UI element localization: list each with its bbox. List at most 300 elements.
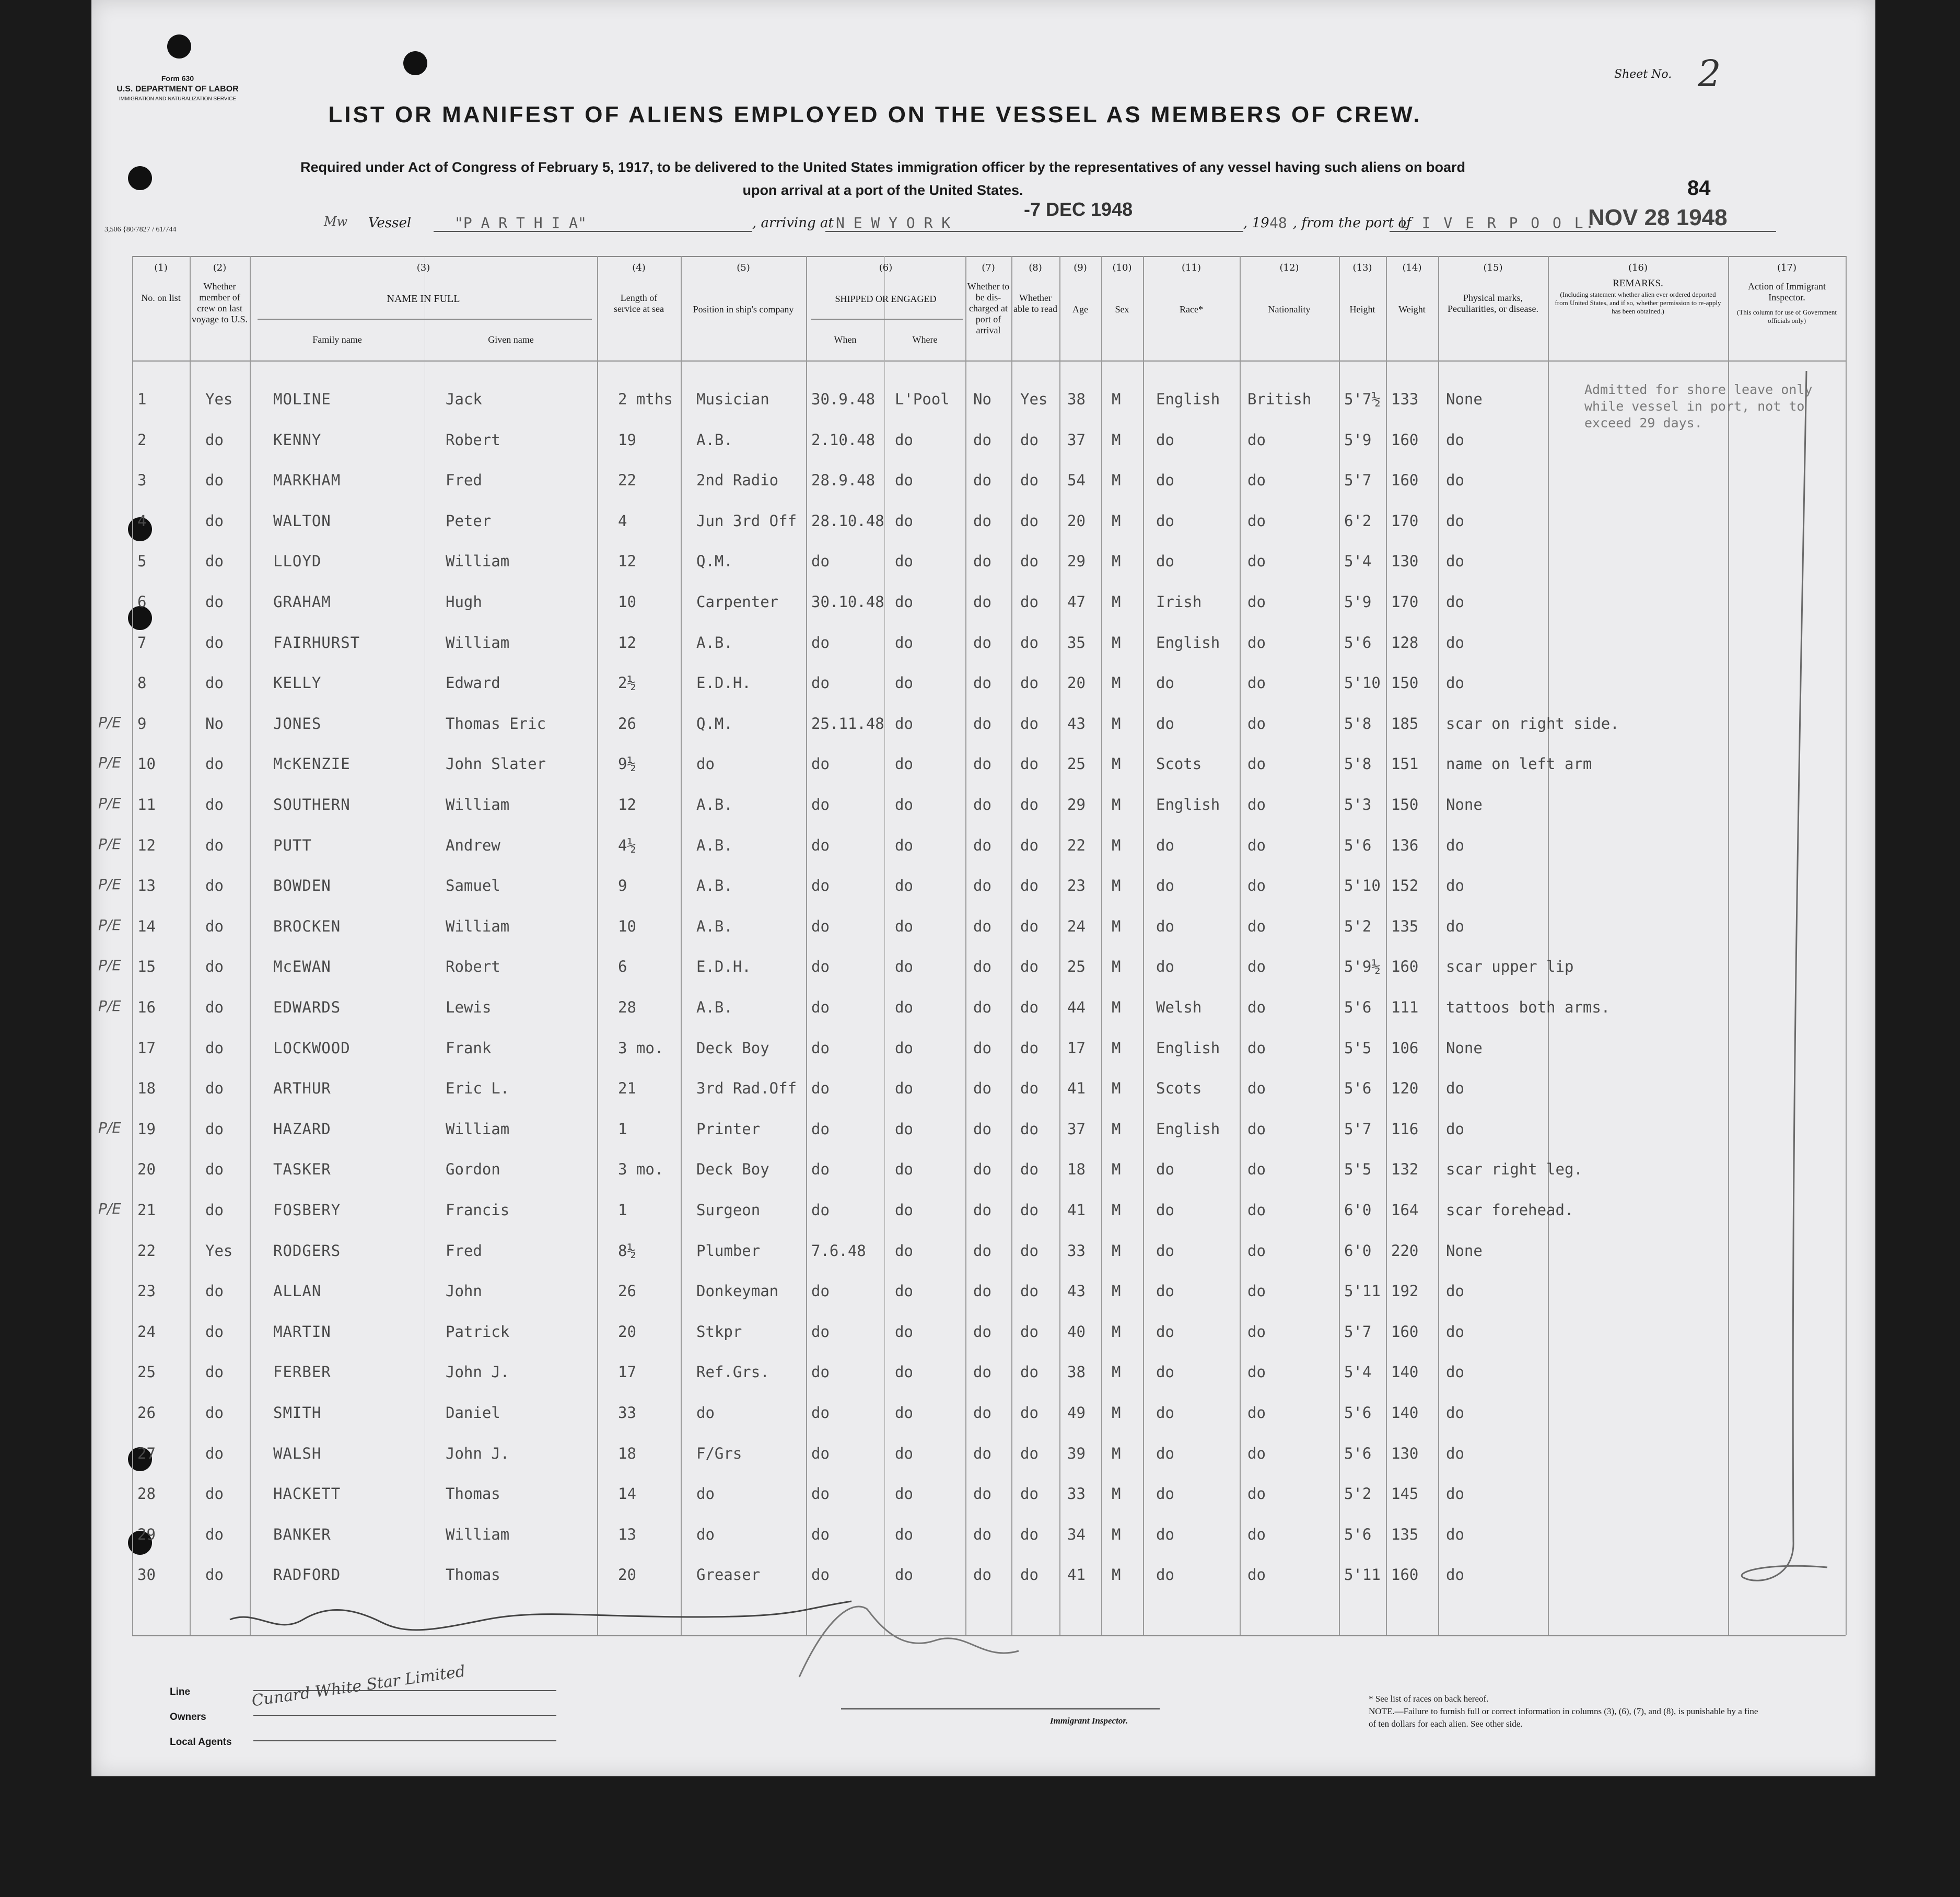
row-physical-marks: scar right leg.: [1446, 1160, 1583, 1179]
row-nationality: do: [1247, 1120, 1266, 1138]
row-physical-marks: scar on right side.: [1446, 714, 1619, 732]
row-discharged: do: [973, 633, 991, 651]
row-age: 29: [1067, 796, 1086, 813]
row-nationality: do: [1247, 552, 1266, 571]
service-name: IMMIGRATION AND NATURALIZATION SERVICE: [119, 96, 237, 102]
row-shipped-where: do: [895, 511, 913, 530]
vessel-name: "P A R T H I A": [454, 214, 587, 231]
row-discharged: do: [973, 1485, 991, 1503]
row-family-name: WALTON: [273, 511, 331, 530]
row-able-to-read: do: [1020, 998, 1039, 1016]
row-physical-marks: do: [1446, 1404, 1464, 1422]
row-height: 6'2: [1344, 511, 1372, 530]
row-given-name: Thomas Eric: [446, 714, 546, 732]
row-race: do: [1156, 1404, 1174, 1422]
remarks-note-line: Admitted for shore leave only: [1584, 382, 1813, 397]
row-race: do: [1156, 1444, 1174, 1462]
row-family-name: BANKER: [273, 1525, 331, 1543]
col-14-number: (14): [1402, 262, 1422, 273]
row-height: 6'0: [1344, 1201, 1372, 1219]
row-shipped-where: do: [895, 430, 913, 449]
row-given-name: William: [446, 917, 510, 935]
row-nationality: do: [1247, 511, 1266, 530]
row-position: do: [696, 1525, 715, 1543]
row-sex: M: [1112, 877, 1121, 895]
row-discharged: do: [973, 1322, 991, 1341]
row-height: 5'6: [1344, 998, 1372, 1016]
row-able-to-read: do: [1020, 1241, 1039, 1260]
row-discharged: do: [973, 1525, 991, 1543]
row-service-length: 1: [618, 1201, 627, 1219]
row-nationality: do: [1247, 674, 1266, 692]
row-given-name: Robert: [446, 958, 500, 976]
departure-date-stamp: NOV 28 1948: [1588, 205, 1728, 230]
row-able-to-read: do: [1020, 471, 1039, 490]
row-shipped-where: do: [895, 755, 913, 773]
row-family-name: FAIRHURST: [273, 633, 360, 651]
row-row-number: 9: [137, 714, 147, 732]
row-position: Printer: [696, 1120, 761, 1138]
arrival-date-stamp: -7 DEC 1948: [1024, 199, 1133, 220]
col-5-number: (5): [737, 262, 750, 273]
row-position: A.B.: [696, 633, 733, 651]
col-4-number: (4): [632, 262, 646, 273]
row-shipped-when: do: [811, 1079, 830, 1098]
row-last-voyage: do: [205, 1282, 224, 1300]
row-position: Stkpr: [696, 1322, 742, 1341]
row-service-length: 22: [618, 471, 636, 490]
row-margin-mark: P/E: [98, 795, 122, 812]
row-shipped-when: 7.6.48: [811, 1241, 866, 1260]
row-sex: M: [1112, 998, 1121, 1016]
row-discharged: do: [973, 1241, 991, 1260]
row-last-voyage: do: [205, 836, 224, 854]
row-weight: 106: [1391, 1039, 1419, 1057]
row-height: 5'9: [1344, 593, 1372, 611]
row-height: 5'7: [1344, 1120, 1372, 1138]
vessel-prefix: Mw: [324, 214, 348, 229]
row-weight: 151: [1391, 755, 1419, 773]
col-8-number: (8): [1029, 262, 1042, 273]
row-last-voyage: do: [205, 511, 224, 530]
row-height: 5'10: [1344, 877, 1381, 895]
row-age: 29: [1067, 552, 1086, 571]
row-physical-marks: do: [1446, 1120, 1464, 1138]
row-nationality: do: [1247, 593, 1266, 611]
row-race: do: [1156, 714, 1174, 732]
row-last-voyage: do: [205, 1404, 224, 1422]
row-last-voyage: do: [205, 1160, 224, 1179]
row-weight: 220: [1391, 1241, 1419, 1260]
row-last-voyage: Yes: [205, 390, 233, 408]
row-race: Welsh: [1156, 998, 1202, 1016]
row-discharged: do: [973, 471, 991, 490]
row-last-voyage: do: [205, 1079, 224, 1098]
row-weight: 116: [1391, 1120, 1419, 1138]
row-able-to-read: do: [1020, 511, 1039, 530]
col-1-number: (1): [154, 262, 168, 273]
row-age: 25: [1067, 958, 1086, 976]
col-3-label: NAME IN FULL: [387, 293, 460, 305]
row-given-name: Eric L.: [446, 1079, 510, 1098]
row-row-number: 14: [137, 917, 156, 935]
row-shipped-when: do: [811, 917, 830, 935]
row-race: English: [1156, 1039, 1220, 1057]
row-position: Plumber: [696, 1241, 761, 1260]
arriving-port: N E W Y O R K: [836, 214, 951, 231]
row-height: 5'2: [1344, 1485, 1372, 1503]
row-weight: 128: [1391, 633, 1419, 651]
row-sex: M: [1112, 471, 1121, 490]
row-sex: M: [1112, 917, 1121, 935]
row-given-name: Lewis: [446, 998, 492, 1016]
row-given-name: Jack: [446, 390, 482, 408]
row-shipped-when: do: [811, 998, 830, 1016]
row-discharged: do: [973, 674, 991, 692]
row-family-name: JONES: [273, 714, 322, 732]
row-age: 35: [1067, 633, 1086, 651]
row-age: 37: [1067, 1120, 1086, 1138]
row-position: A.B.: [696, 877, 733, 895]
row-able-to-read: do: [1020, 1282, 1039, 1300]
row-sex: M: [1112, 1404, 1121, 1422]
row-age: 23: [1067, 877, 1086, 895]
row-last-voyage: do: [205, 1525, 224, 1543]
row-shipped-where: do: [895, 1039, 913, 1057]
row-shipped-where: do: [895, 796, 913, 813]
line-label: Line: [170, 1686, 191, 1697]
row-last-voyage: do: [205, 998, 224, 1016]
row-given-name: Thomas: [446, 1566, 500, 1584]
row-row-number: 4: [137, 511, 147, 530]
col-15-number: (15): [1483, 262, 1503, 273]
punch-hole: [167, 34, 191, 59]
row-sex: M: [1112, 552, 1121, 571]
row-shipped-when: do: [811, 1525, 830, 1543]
row-given-name: John: [446, 1282, 482, 1300]
row-height: 5'9: [1344, 430, 1372, 449]
row-age: 40: [1067, 1322, 1086, 1341]
row-nationality: do: [1247, 1485, 1266, 1503]
row-weight: 133: [1391, 390, 1419, 408]
row-given-name: Francis: [446, 1201, 510, 1219]
row-row-number: 3: [137, 471, 147, 490]
col-6-number: (6): [879, 262, 893, 273]
row-position: Carpenter: [696, 593, 779, 611]
row-nationality: do: [1247, 714, 1266, 732]
row-weight: 132: [1391, 1160, 1419, 1179]
row-position: E.D.H.: [696, 958, 751, 976]
margin-code: 3,506 {80/7827 / 61/744: [104, 226, 177, 234]
row-given-name: Andrew: [446, 836, 500, 854]
row-weight: 160: [1391, 471, 1419, 490]
row-nationality: do: [1247, 1404, 1266, 1422]
row-age: 17: [1067, 1039, 1086, 1057]
row-physical-marks: None: [1446, 1039, 1483, 1057]
row-service-length: 12: [618, 633, 636, 651]
row-margin-mark: P/E: [98, 713, 122, 731]
row-discharged: do: [973, 511, 991, 530]
row-family-name: MARTIN: [273, 1322, 331, 1341]
row-weight: 160: [1391, 430, 1419, 449]
row-height: 5'6: [1344, 633, 1372, 651]
col-2-label: Whether member of crew on last voyage to U.S.: [192, 281, 248, 324]
row-row-number: 2: [137, 430, 147, 449]
row-race: do: [1156, 552, 1174, 571]
row-family-name: GRAHAM: [273, 593, 331, 611]
row-weight: 160: [1391, 958, 1419, 976]
row-row-number: 30: [137, 1566, 156, 1584]
row-discharged: do: [973, 755, 991, 773]
col-4-label: Length of service at sea: [614, 293, 664, 314]
col-12-number: (12): [1279, 262, 1299, 273]
row-race: do: [1156, 430, 1174, 449]
row-height: 5'8: [1344, 755, 1372, 773]
row-nationality: do: [1247, 1525, 1266, 1543]
row-shipped-when: 30.10.48: [811, 593, 884, 611]
row-given-name: William: [446, 633, 510, 651]
row-age: 18: [1067, 1160, 1086, 1179]
row-shipped-when: do: [811, 958, 830, 976]
row-sex: M: [1112, 1039, 1121, 1057]
row-row-number: 25: [137, 1363, 156, 1381]
row-service-length: 2 mths: [618, 390, 673, 408]
row-position: do: [696, 1404, 715, 1422]
row-last-voyage: do: [205, 1201, 224, 1219]
where-header: Where: [912, 334, 938, 345]
row-position: F/Grs: [696, 1444, 742, 1462]
row-race: do: [1156, 511, 1174, 530]
row-position: Q.M.: [696, 552, 733, 571]
row-race: do: [1156, 836, 1174, 854]
row-weight: 145: [1391, 1485, 1419, 1503]
row-position: A.B.: [696, 836, 733, 854]
row-physical-marks: do: [1446, 633, 1464, 651]
row-race: Irish: [1156, 593, 1202, 611]
row-service-length: 18: [618, 1444, 636, 1462]
row-age: 25: [1067, 755, 1086, 773]
col-7-label: Whether to be dis-charged at port of arrival: [967, 281, 1010, 335]
row-family-name: RODGERS: [273, 1241, 341, 1260]
row-position: A.B.: [696, 796, 733, 813]
row-age: 41: [1067, 1201, 1086, 1219]
row-family-name: SOUTHERN: [273, 796, 351, 813]
col-10-number: (10): [1112, 262, 1132, 273]
row-discharged: do: [973, 1079, 991, 1098]
row-physical-marks: do: [1446, 1525, 1464, 1543]
row-given-name: Edward: [446, 674, 500, 692]
row-shipped-where: do: [895, 593, 913, 611]
row-able-to-read: do: [1020, 552, 1039, 571]
row-row-number: 17: [137, 1039, 156, 1057]
row-given-name: Thomas: [446, 1485, 500, 1503]
row-age: 24: [1067, 917, 1086, 935]
row-shipped-where: do: [895, 998, 913, 1016]
row-last-voyage: do: [205, 917, 224, 935]
punch-hole: [128, 166, 152, 190]
row-age: 37: [1067, 430, 1086, 449]
row-weight: 160: [1391, 1566, 1419, 1584]
row-weight: 140: [1391, 1404, 1419, 1422]
local-agents-label: Local Agents: [170, 1737, 232, 1748]
row-weight: 130: [1391, 552, 1419, 571]
sheet-number-value: 2: [1698, 52, 1721, 95]
row-last-voyage: do: [205, 593, 224, 611]
row-last-voyage: do: [205, 633, 224, 651]
row-able-to-read: do: [1020, 593, 1039, 611]
row-height: 5'5: [1344, 1039, 1372, 1057]
row-row-number: 26: [137, 1404, 156, 1422]
row-family-name: MOLINE: [273, 390, 331, 408]
subtitle-line-1: Required under Act of Congress of February 5, 1917, to be delivered to the United States immigration officer by the representatives of any vessel having such aliens on board: [300, 159, 1466, 175]
row-race: do: [1156, 958, 1174, 976]
row-given-name: Patrick: [446, 1322, 510, 1341]
row-service-length: 21: [618, 1079, 636, 1098]
row-service-length: 20: [618, 1322, 636, 1341]
row-service-length: 28: [618, 998, 636, 1016]
row-age: 38: [1067, 390, 1086, 408]
row-margin-mark: P/E: [98, 916, 122, 934]
row-age: 43: [1067, 714, 1086, 732]
row-weight: 170: [1391, 593, 1419, 611]
row-physical-marks: do: [1446, 1363, 1464, 1381]
row-service-length: 3 mo.: [618, 1160, 664, 1179]
row-able-to-read: do: [1020, 1363, 1039, 1381]
row-shipped-when: do: [811, 1322, 830, 1341]
row-family-name: SMITH: [273, 1404, 322, 1422]
row-able-to-read: do: [1020, 755, 1039, 773]
row-service-length: 3 mo.: [618, 1039, 664, 1057]
row-sex: M: [1112, 755, 1121, 773]
row-row-number: 27: [137, 1444, 156, 1462]
row-shipped-when: do: [811, 1201, 830, 1219]
row-race: English: [1156, 633, 1220, 651]
row-position: do: [696, 1485, 715, 1503]
row-age: 44: [1067, 998, 1086, 1016]
row-discharged: do: [973, 1120, 991, 1138]
row-row-number: 5: [137, 552, 147, 571]
row-able-to-read: do: [1020, 430, 1039, 449]
row-race: do: [1156, 1201, 1174, 1219]
row-service-length: 10: [618, 593, 636, 611]
footer-note: [1369, 1693, 1766, 1730]
row-discharged: do: [973, 1282, 991, 1300]
row-margin-mark: P/E: [98, 957, 122, 974]
row-last-voyage: do: [205, 755, 224, 773]
row-shipped-when: 30.9.48: [811, 390, 876, 408]
races-note: * See list of races on back hereof.: [1369, 1694, 1489, 1704]
immigrant-inspector-label: Immigrant Inspector.: [1050, 1716, 1128, 1726]
row-nationality: do: [1247, 1201, 1266, 1219]
row-sex: M: [1112, 1485, 1121, 1503]
row-nationality: do: [1247, 1160, 1266, 1179]
row-shipped-when: do: [811, 552, 830, 571]
row-service-length: 6: [618, 958, 627, 976]
row-service-length: 4½: [618, 836, 636, 854]
row-able-to-read: do: [1020, 1444, 1039, 1462]
row-row-number: 8: [137, 674, 147, 692]
row-shipped-when: do: [811, 1444, 830, 1462]
row-family-name: PUTT: [273, 836, 312, 854]
row-nationality: do: [1247, 1079, 1266, 1098]
row-shipped-where: do: [895, 1079, 913, 1098]
row-discharged: do: [973, 917, 991, 935]
row-family-name: ALLAN: [273, 1282, 322, 1300]
row-shipped-when: do: [811, 877, 830, 895]
col-11-number: (11): [1182, 262, 1201, 273]
row-nationality: do: [1247, 998, 1266, 1016]
row-service-length: 10: [618, 917, 636, 935]
row-able-to-read: Yes: [1020, 390, 1048, 408]
row-height: 5'7: [1344, 1322, 1372, 1341]
row-race: Scots: [1156, 755, 1202, 773]
row-row-number: 10: [137, 755, 156, 773]
row-weight: 185: [1391, 714, 1419, 732]
row-position: A.B.: [696, 430, 733, 449]
remarks-note-line: exceed 29 days.: [1584, 415, 1702, 430]
row-row-number: 12: [137, 836, 156, 854]
row-shipped-where: do: [895, 1160, 913, 1179]
row-sex: M: [1112, 796, 1121, 813]
row-position: Donkeyman: [696, 1282, 779, 1300]
inspector-pencil-mark: [1728, 360, 1846, 1635]
row-able-to-read: do: [1020, 836, 1039, 854]
row-last-voyage: do: [205, 958, 224, 976]
col-8-label: Whether able to read: [1013, 293, 1057, 314]
row-physical-marks: do: [1446, 917, 1464, 935]
row-row-number: 6: [137, 593, 147, 611]
col-6-label: SHIPPED OR ENGAGED: [835, 294, 937, 304]
row-last-voyage: No: [205, 714, 224, 732]
row-sex: M: [1112, 714, 1121, 732]
row-discharged: do: [973, 714, 991, 732]
row-discharged: do: [973, 998, 991, 1016]
row-given-name: Daniel: [446, 1404, 500, 1422]
row-discharged: do: [973, 877, 991, 895]
row-family-name: LLOYD: [273, 552, 322, 571]
row-shipped-when: 28.10.48: [811, 511, 884, 530]
row-service-length: 9: [618, 877, 627, 895]
row-discharged: No: [973, 390, 991, 408]
row-given-name: Gordon: [446, 1160, 500, 1179]
row-shipped-where: do: [895, 471, 913, 490]
row-able-to-read: do: [1020, 877, 1039, 895]
row-age: 38: [1067, 1363, 1086, 1381]
row-age: 49: [1067, 1404, 1086, 1422]
row-row-number: 1: [137, 390, 147, 408]
row-weight: 192: [1391, 1282, 1419, 1300]
row-shipped-when: do: [811, 755, 830, 773]
row-shipped-where: do: [895, 1322, 913, 1341]
row-height: 5'4: [1344, 552, 1372, 571]
row-shipped-where: do: [895, 552, 913, 571]
row-sex: M: [1112, 958, 1121, 976]
row-height: 5'6: [1344, 1404, 1372, 1422]
form-number: Form 630: [161, 74, 194, 83]
row-weight: 120: [1391, 1079, 1419, 1098]
row-family-name: WALSH: [273, 1444, 322, 1462]
col-16-number: (16): [1628, 262, 1648, 273]
row-able-to-read: do: [1020, 1039, 1039, 1057]
row-weight: 152: [1391, 877, 1419, 895]
col-13-number: (13): [1352, 262, 1372, 273]
row-physical-marks: do: [1446, 471, 1464, 490]
row-last-voyage: do: [205, 1322, 224, 1341]
row-nationality: do: [1247, 1363, 1266, 1381]
row-race: do: [1156, 1525, 1174, 1543]
row-age: 33: [1067, 1241, 1086, 1260]
form-identifier: [94, 74, 261, 102]
